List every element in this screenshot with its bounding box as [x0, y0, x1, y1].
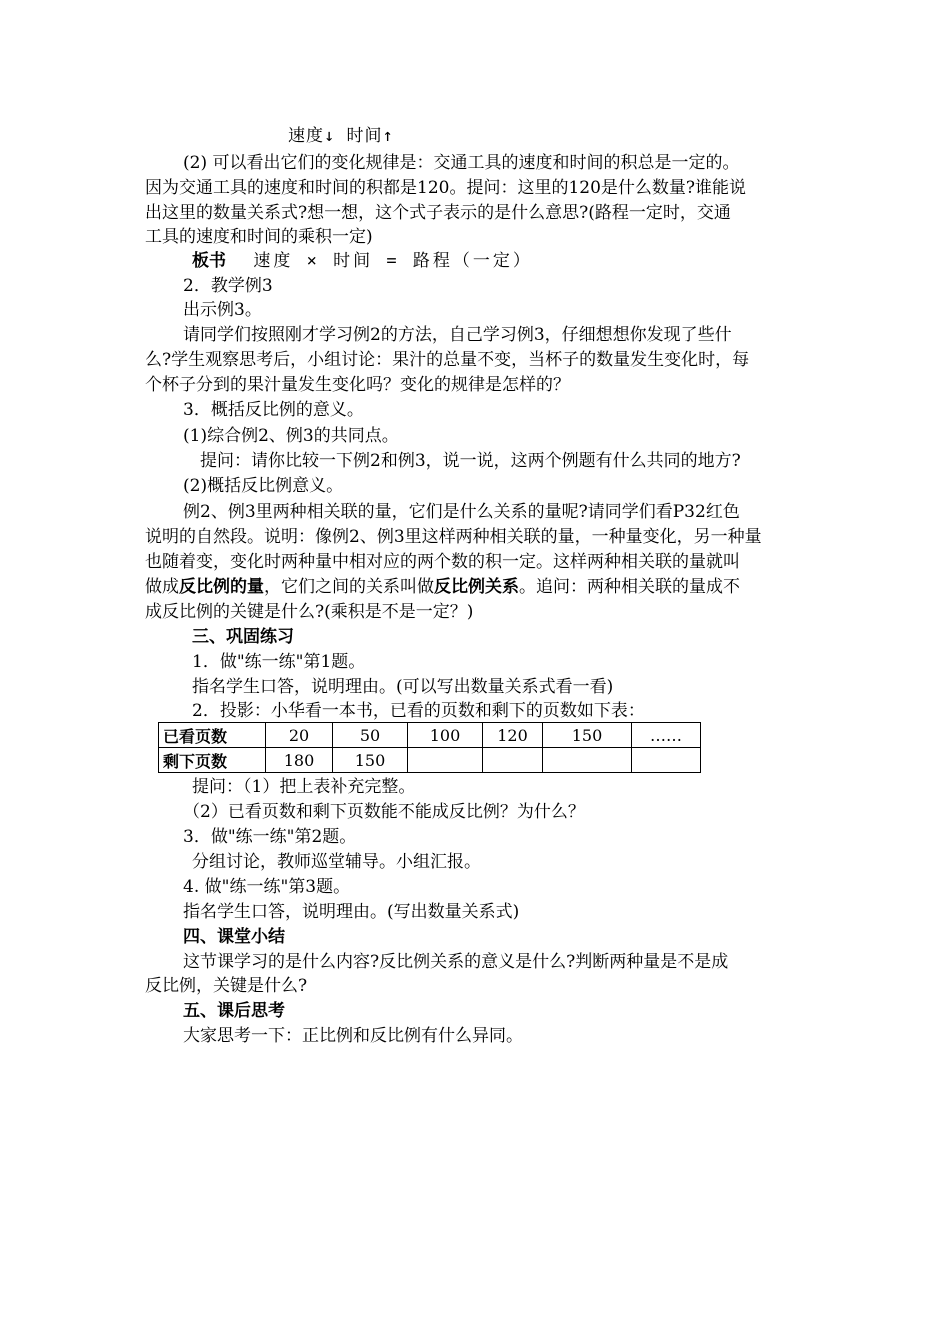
term-inverse-relation: 反比例关系 — [434, 577, 519, 597]
paragraph-line: 例2、例3里两种相关联的量，它们是什么关系的量呢?请同学们看P32红色 — [183, 502, 740, 522]
table-row — [159, 723, 701, 748]
table-cell — [543, 748, 632, 773]
paragraph-line: 1．做"练一练"第1题。 — [192, 652, 366, 672]
table-cell — [408, 748, 483, 773]
table-cell: 20 — [266, 723, 333, 748]
paragraph-line: 也随着变，变化时两种量中相对应的两个数的积一定。这样两种相关联的量就叫 — [145, 552, 740, 572]
paragraph-line: 指名学生口答，说明理由。(可以写出数量关系式看一看) — [192, 677, 614, 697]
paragraph-line: 2．投影：小华看一本书，已看的页数和剩下的页数如下表： — [192, 701, 645, 721]
section-heading: 四、课堂小结 — [183, 927, 285, 947]
paragraph-line: 指名学生口答，说明理由。(写出数量关系式) — [183, 902, 520, 922]
table-cell: 100 — [408, 723, 483, 748]
table-cell — [632, 748, 701, 773]
table-row — [159, 748, 701, 773]
paragraph-line: 因为交通工具的速度和时间的积都是120。提问：这里的120是什么数量?谁能说 — [145, 178, 747, 198]
paragraph-line: 4. 做"练一练"第3题。 — [183, 877, 351, 897]
table-cell — [483, 748, 543, 773]
blackboard-line — [192, 249, 533, 273]
blackboard-formula: 速度 × 时间 = 路程（一定） — [253, 251, 533, 271]
paragraph-line: 提问：请你比较一下例2和例3，说一说，这两个例题有什么共同的地方? — [200, 451, 741, 471]
paragraph-line: 说明的自然段。说明：像例2、例3里这样两种相关联的量，一种量变化，另一种量 — [145, 527, 762, 547]
term-inverse-quantity: 反比例的量 — [179, 577, 264, 597]
paragraph-line: 出示例3。 — [183, 300, 262, 320]
paragraph-line: (2)概括反比例意义。 — [183, 476, 344, 496]
paragraph-line: 这节课学习的是什么内容?反比例关系的意义是什么?判断两种量是不是成 — [183, 952, 729, 972]
table-cell: …… — [632, 723, 701, 748]
paragraph-line-emphasis — [145, 575, 740, 599]
table-cell: 120 — [483, 723, 543, 748]
table-cell: 180 — [266, 748, 333, 773]
paragraph-line: (2) 可以看出它们的变化规律是：交通工具的速度和时间的积总是一定的。 — [183, 153, 740, 173]
arrows-line: 速度↓ 时间↑ — [288, 126, 394, 146]
paragraph-line: (1)综合例2、例3的共同点。 — [183, 426, 399, 446]
blackboard-label: 板书 — [192, 251, 226, 271]
paragraph-line: 3．做"练一练"第2题。 — [183, 827, 357, 847]
paragraph-line: 出这里的数量关系式?想一想，这个式子表示的是什么意思?(路程一定时，交通 — [145, 203, 731, 223]
row-header: 剩下页数 — [159, 748, 266, 773]
paragraph-line: （2）已看页数和剩下页数能不能成反比例？为什么？ — [183, 802, 585, 822]
text-segment: ，它们之间的关系叫做 — [264, 577, 434, 597]
section-item: 3．概括反比例的意义。 — [183, 400, 364, 420]
table-cell: 150 — [333, 748, 408, 773]
section-item: 2．教学例3 — [183, 276, 273, 296]
paragraph-line: 大家思考一下：正比例和反比例有什么异同。 — [183, 1026, 523, 1046]
section-heading: 五、课后思考 — [183, 1001, 285, 1021]
paragraph-line: 提问：（1）把上表补充完整。 — [192, 777, 416, 797]
paragraph-line: 成反比例的关键是什么?(乘积是不是一定？) — [145, 602, 474, 622]
paragraph-line: 分组讨论，教师巡堂辅导。小组汇报。 — [192, 852, 481, 872]
paragraph-line: 工具的速度和时间的乘积一定) — [145, 227, 373, 247]
pages-table — [158, 722, 701, 773]
paragraph-line: 个杯子分到的果汁量发生变化吗？变化的规律是怎样的？ — [145, 375, 570, 395]
text-segment: 。追问：两种相关联的量成不 — [519, 577, 740, 597]
table-cell: 150 — [543, 723, 632, 748]
section-heading: 三、巩固练习 — [192, 627, 294, 647]
paragraph-line: 反比例，关键是什么? — [145, 976, 308, 996]
text-segment: 做成 — [145, 577, 179, 597]
table-cell: 50 — [333, 723, 408, 748]
row-header: 已看页数 — [159, 723, 266, 748]
paragraph-line: 么?学生观察思考后，小组讨论：果汁的总量不变，当杯子的数量发生变化时，每 — [145, 350, 750, 370]
paragraph-line: 请同学们按照刚才学习例2的方法，自己学习例3，仔细想想你发现了些什 — [183, 325, 732, 345]
